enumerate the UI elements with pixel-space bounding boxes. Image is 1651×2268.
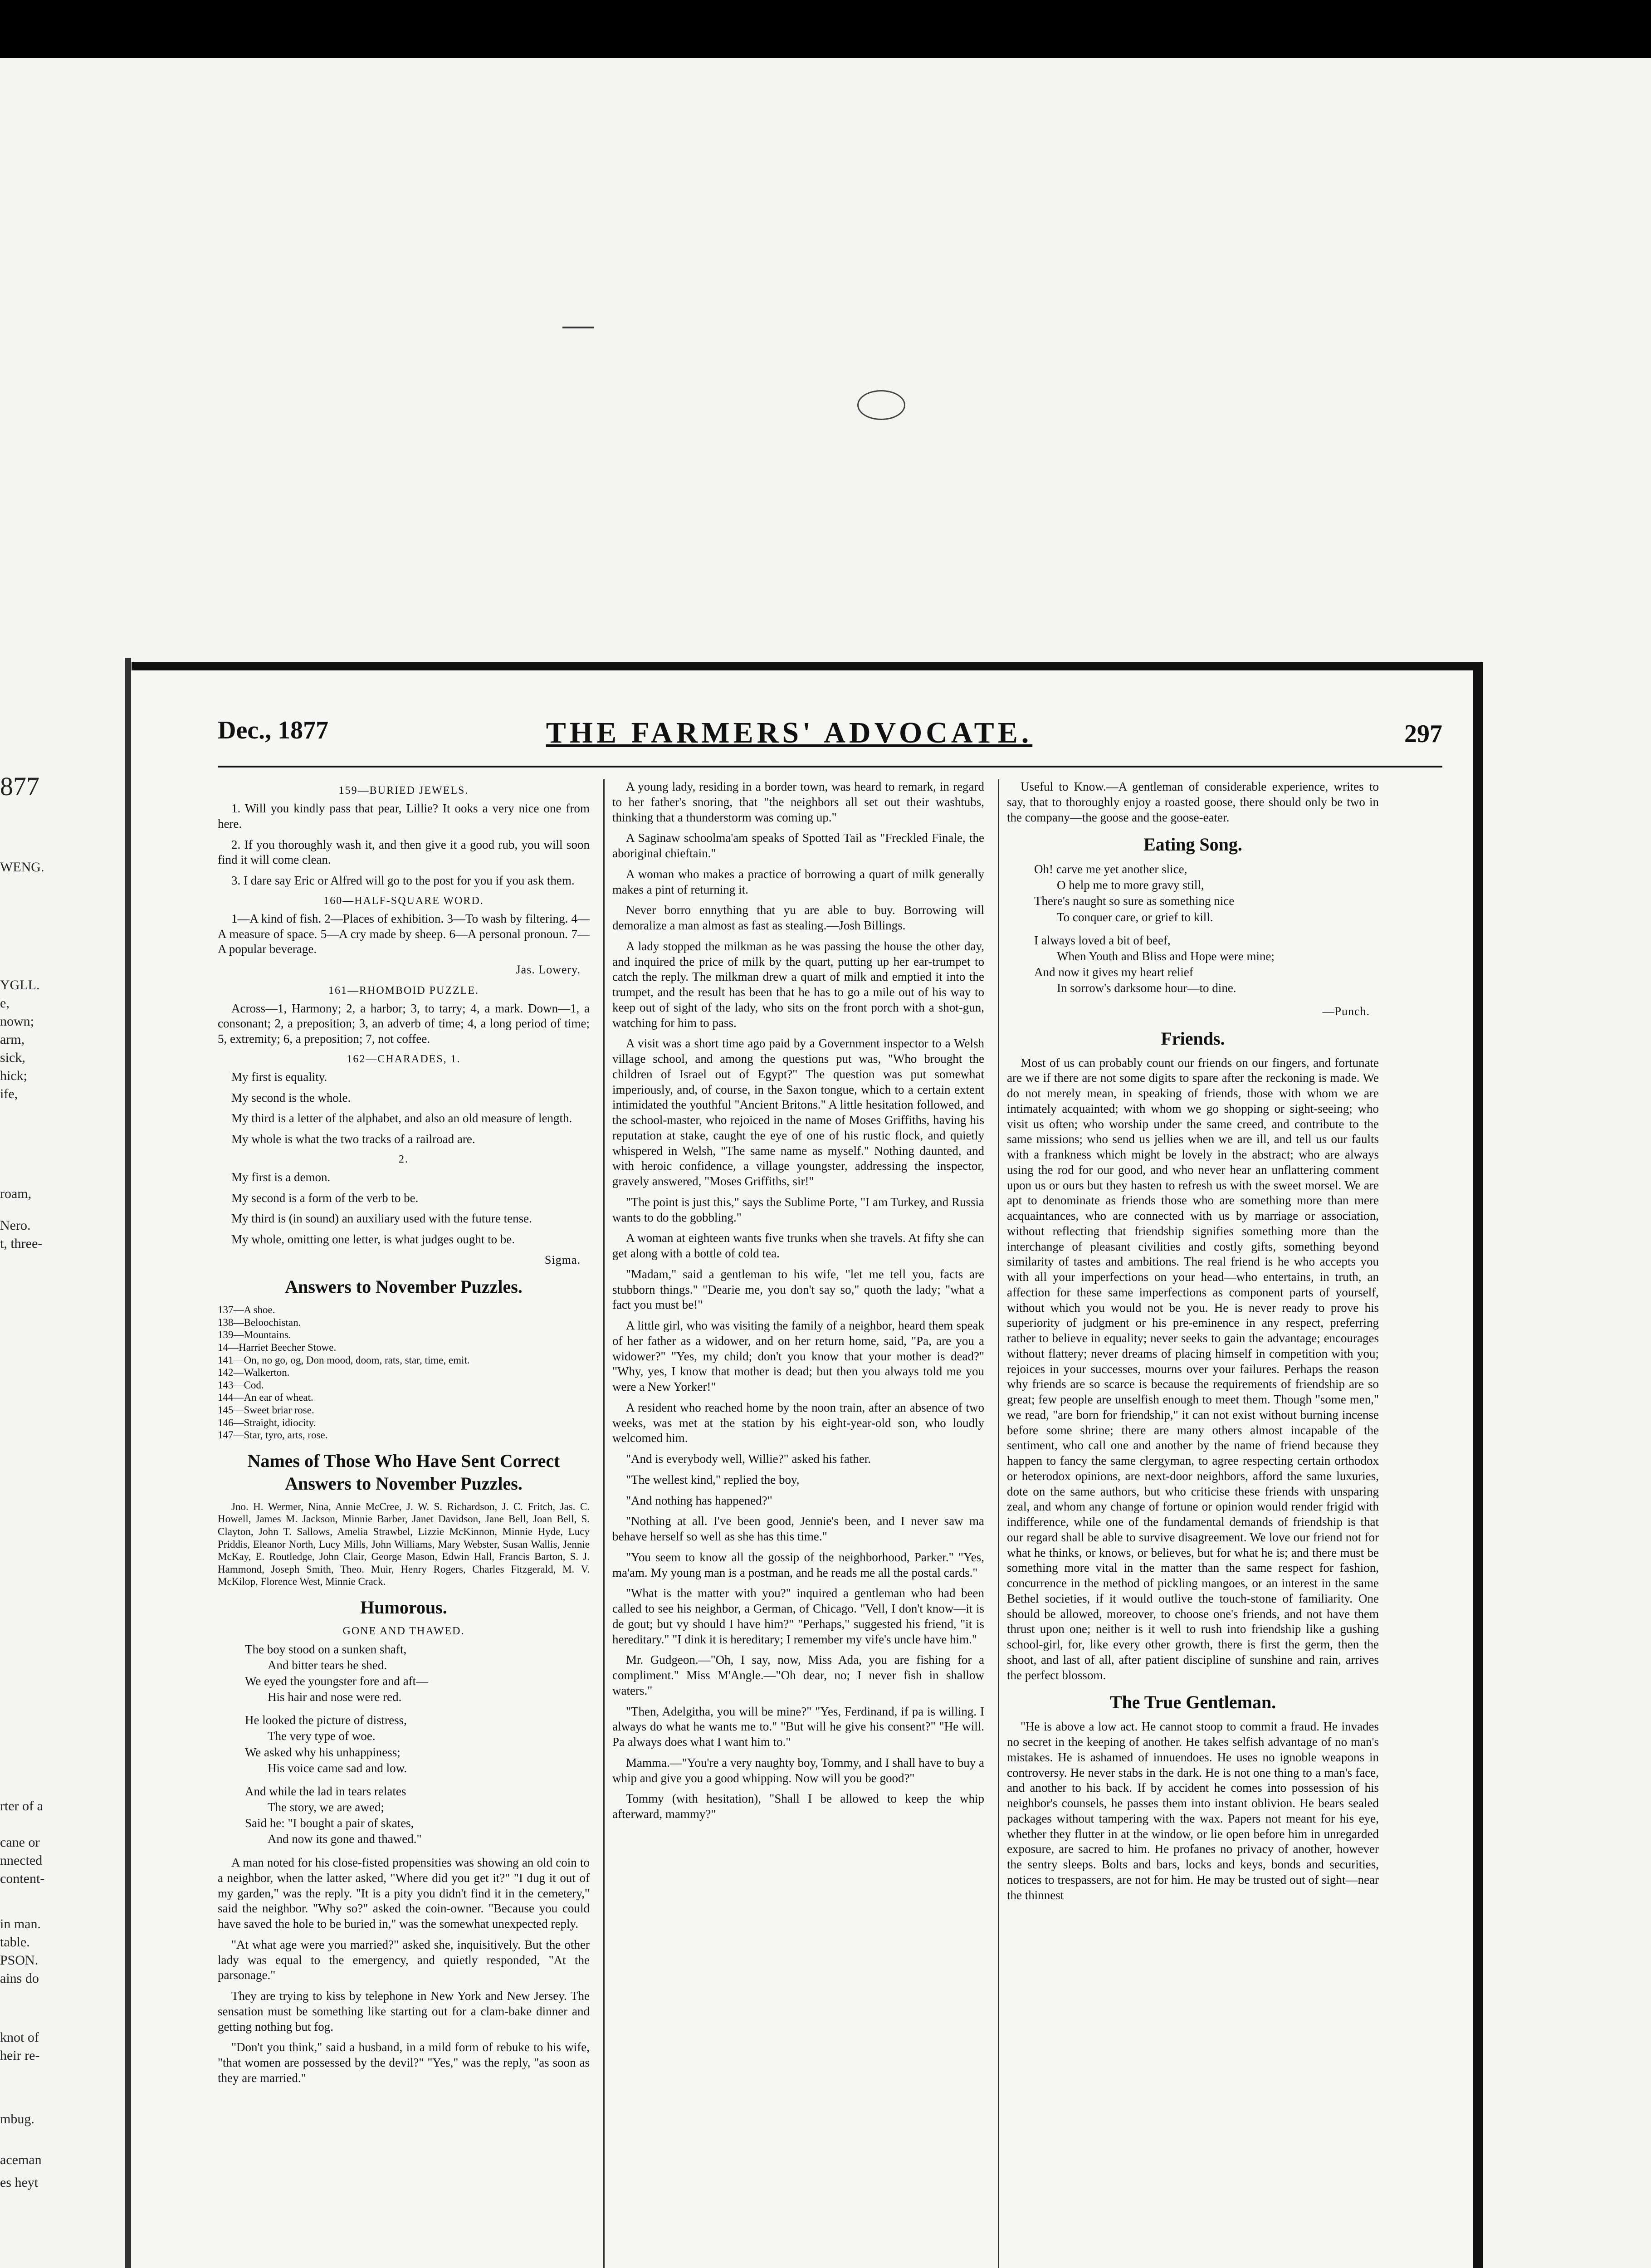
answer-item: 137—A shoe. [218,1304,275,1316]
puzzle-line: 1. Will you kindly pass that pear, Lillie? It ooks a very nice one from here. [218,802,590,831]
paragraph: A young lady, residing in a border town, was heard to remark, in regard to her father's snoring, that "the neighbors all set out their washtubs, thinking that a thunderstorm was coming up." [612,780,984,824]
poem-line: He looked the picture of distress, [245,1713,407,1727]
paragraph: "At what age were you married?" asked she, inquisitively. But the other lady was equal to the emergency, and quietly responded, "At the parsonage." [218,1937,590,1982]
prev-fragment: roam, [0,1186,32,1201]
paragraph: Most of us can probably count our friends on our fingers, and fortunate are we if there are not some digits to spare after the reckoning is made. We do not merely mean, in speaking of friends, those with whom we are intimately acquainted; with whom we go shopping or sight-seeing; who visit us often; who worship under the same creed, and contribute to the same missions; who send us jellies when we are ill, and tell us our faults with a frankness which might be lovely in the abstract; who are always using the rod for our good, and who never hear an unflattering comment upon us or ours but they hasten to refresh us with the sweet morsel. We are apt to denominate as friends those who are something more than mere acquaintances, who are connected with us by marriage or association, without reflecting that friendship signifies something more than the interchange of pleasant civilities and costly gifts, something beyond similarity of tastes and ambitions. The real friend is he who accepts you with all your imperfections on your head—who entertains, in truth, an affection for these same imperfections as component parts of yourself, without which you would not be you. He is never ready to prove his superiority of judgment or his pre-eminence in any respect, preferring rather to believe in equality; never seeks to gain the advantage; encourages without flattery; never dreams of placing himself in competition with you; rejoices in your successes, mourns over your failures. Perhaps the reason why friends are so scarce is because the requirements of friendship are so great; few people are unselfish enough to meet them. Though "some men," we read, "are born for friendship," it can not exist without burning incense before some shrine; there are many others almost incapable of the sentiment, who call one and another by the name of friend because they happen to fancy the same clergyman, to agree respecting certain orthodox or heterodox opinions, are next-door neighbors, afford the same luxuries, dote on the same authors, but who criticise these friends with unsparing zeal, and whom any change of fortune or opinion would render frigid with indifference, while one of the fundamental demands of friendship is that our regard shall be able to survive disagreement. We love our friend not for what he thinks, or knows, or believes, but for what he is; and there must be something more vital in the matter than the same respect for fashion, concurrence in the method of pickling mangoes, or an interest in the same Bethel societies, if it would outlive the touch-stone of familiarity. One should be allowed, moreover, to choose one's friends, and not have them thrust upon one; neither is it well to rush into friendship like a gushing school-girl, for, like every other growth, there is first the germ, then the shoot, and last of all, after patient discipline of sunshine and rain, arrives the perfect blossom. [1007,1056,1379,1682]
paragraph: "He is above a low act. He cannot stoop to commit a fraud. He invades no secret in the keeping of another. He takes selfish advantage of no man's mistakes. He is ashamed of innuendoes. He uses no ignoble weapons in controversy. He never stabs in the dark. He is not one thing to a man's face, and another to his back. If by accident he comes into possession of his neighbor's counsels, he passes them into instant oblivion. He bears sealed packages without tampering with the wax. Papers not meant for his eye, whether they flutter in at the window, or lie open before him in unregarded exposure, are sacred to him. He profanes no privacy of another, however the sentry sleeps. Bolts and bars, locks and keys, bonds and securities, notices to trespassers, are not for him. He may be trusted out of sight—near the thinnest [1007,1720,1379,1902]
paragraph: "The point is just this," says the Sublime Porte, "I am Turkey, and Russia wants to do the gobbling." [612,1195,984,1224]
answer-item: 139—Mountains. [218,1329,291,1341]
puzzle-line: My third is a letter of the alphabet, and also an old measure of length. [231,1111,572,1125]
answer-item: 147—Star, tyro, arts, rose. [218,1429,328,1441]
answer-item: 144—An ear of wheat. [218,1392,313,1403]
poem-line: Said he: "I bought a pair of skates, [245,1816,414,1830]
answer-item: 141—On, no go, og, Don mood, doom, rats, star, time, emit. [218,1354,470,1366]
paragraph: "The wellest kind," replied the boy, [626,1472,800,1486]
poem-line: There's naught so sure as something nice [1034,894,1235,908]
signature: Sigma. [545,1253,581,1266]
answer-item: 143—Cod. [218,1379,264,1391]
poem-line: O help me to more gravy still, [1057,878,1204,892]
poem-line: And bitter tears he shed. [268,1658,387,1672]
paragraph: "And is everybody well, Willie?" asked his father. [626,1452,871,1466]
puzzle-heading: 162—CHARADES, 1. [347,1053,461,1065]
prev-fragment: WENG. [0,860,44,875]
names-heading: Names of Those Who Have Sent Correct Answers to November Puzzles. [247,1450,560,1494]
column-2 [612,779,984,1828]
answer-item: 138—Beloochistan. [218,1316,301,1328]
puzzle-line: Across—1, Harmony; 2, a harbor; 3, to tarry; 4, a mark. Down—1, a consonant; 2, a preposition; 3, an adverb of time; 4, a long period of time; 5, extremity; 6, a preposition; 7, not coffee. [218,1001,590,1046]
poem-line: I always loved a bit of beef, [1034,933,1171,947]
poem-line: When Youth and Bliss and Hope were mine; [1057,949,1275,963]
paragraph: Mamma.—"You're a very naughty boy, Tommy, and I shall have to buy a whip and give you a good whipping. Now will you be good?" [612,1755,984,1785]
newspaper-page [132,662,1483,2268]
paragraph: "And nothing has happened?" [626,1493,772,1507]
answer-item: 145—Sweet briar rose. [218,1404,314,1416]
poem-line: The very type of woe. [268,1729,376,1743]
page-number: 297 [1404,720,1442,748]
header-rule [218,766,1442,767]
paragraph: Useful to Know.—A gentleman of considerable experience, writes to say, that to thoroughly enjoy a roasted goose, there should only be two in the company—the goose and the goose-eater. [1007,780,1379,824]
puzzle-line: My first is a demon. [231,1170,331,1184]
answer-item: 146—Straight, idiocity. [218,1417,316,1428]
paragraph: A woman at eighteen wants five trunks when she travels. At fifty she can get along with a bottle of cold tea. [612,1231,984,1260]
gentleman-heading: The True Gentleman. [1109,1692,1276,1713]
prev-fragment: content- [0,1871,45,1886]
scan-mark [857,390,905,420]
humorous-heading: Humorous. [360,1597,447,1618]
prev-fragment: cane or [0,1835,40,1850]
puzzle-heading: 160—HALF-SQUARE WORD. [323,894,484,907]
poem-line: We asked why his unhappiness; [245,1745,401,1759]
paragraph: They are trying to kiss by telephone in New York and New Jersey. The sensation must be something like starting out for a clam-bake dinner and getting nothing but fog. [218,1989,590,2033]
puzzle-number: 2. [399,1153,409,1165]
poem [1034,861,1379,996]
names-list: Jno. H. Wermer, Nina, Annie McCree, J. W. S. Richardson, J. C. Fritch, Jas. C. Howell, James M. Jackson, Minnie Barber, Janet Davidson, Jane Bell, Joan Bell, S. Clayton, John T. Sallows, Amelia Strawbel, Lizzie McKinnon, Minnie Hyde, Lucy Priddis, Eleanor North, Lucy Mills, John Williams, Mary Webster, Susan Wallis, Jennie McKay, E. Routledge, John Clair, George Mason, Edwin Hall, Francis Barton, S. J. Hammond, Joseph Smith, Theo. Muir, Henry Rogers, Charles Fitzgerald, M. V. McKilop, Florence West, Minnie Crack. [218,1501,590,1588]
poem-line: And while the lad in tears relates [245,1784,406,1798]
poem [245,1642,590,1847]
column-rule [603,779,605,2268]
poem-line: We eyed the youngster fore and aft— [245,1674,429,1688]
prev-fragment: hick; [0,1068,27,1083]
answers-list [218,1304,590,1442]
answer-item: 142—Walkerton. [218,1367,290,1378]
paragraph: "Don't you think," said a husband, in a mild form of rebuke to his wife, "that women are possessed by the devil?" "Yes," was the reply, "as soon as they are married." [218,2040,590,2085]
masthead-title: THE FARMERS' ADVOCATE. [546,716,1033,749]
puzzle-heading: 161—RHOMBOID PUZZLE. [328,984,479,997]
paragraph: "What is the matter with you?" inquired a gentleman who had been called to see his neighbor, a German, of Chicago. "Vell, I don't know—it is de gout; but vy should I have him?" "Perhaps," suggested his friend, "it is hereditary." "I dink it is hereditary; I remember my vife's uncle have him." [612,1586,984,1646]
poem-line: The story, we are awed; [268,1800,384,1814]
poem-line: To conquer care, or grief to kill. [1057,910,1213,924]
prev-fragment: ains do [0,1971,39,1986]
prev-fragment: table. [0,1935,30,1950]
prev-fragment: Nero. [0,1218,31,1233]
poem-line: Oh! carve me yet another slice, [1034,862,1187,876]
prev-fragment: knot of [0,2030,39,2045]
prev-fragment: nown; [0,1014,34,1029]
poem-line: The boy stood on a sunken shaft, [245,1642,407,1656]
prev-fragment: rter of a [0,1799,43,1813]
puzzle-line: My first is equality. [231,1070,327,1084]
paragraph: Never borro ennything that yu are able to buy. Borrowing will demoralize a man almost as fast as stealing.—Josh Billings. [612,903,984,932]
paragraph: A man noted for his close-fisted propensities was showing an old coin to a neighbor, when the latter asked, "Where did you get it?" "I dug it out of my garden," was the reply. "It is a pity you didn't find it in the cemetery," said the neighbor. "Why so?" asked the coin-owner. "Because you could have saved the hole to be buried in," was the somewhat unexpected reply. [218,1856,590,1931]
previous-page-fragment [0,658,125,2268]
prev-fragment: nnected [0,1853,43,1868]
page-fold [125,658,131,2268]
prev-page-year: 877 [0,772,39,801]
column-1 [218,779,590,2092]
puzzle-line: 3. I dare say Eric or Alfred will go to the post for you if you ask them. [231,874,575,887]
paragraph: A visit was a short time ago paid by a Government inspector to a Welsh village school, and among the questions put was, "Who brought the children of Israel out of Egypt?" The question was put somewhat imperiously, and, of course, in the Saxon tongue, which to a certain extent intimidated the youthful "Ancient Britons." A little hesitation followed, and the school-master, who rejoiced in the name of Moses Griffiths, having his reputation at stake, caught the eye of one of his rustic flock, and quietly whispered in Welsh, "The same name as myself." Nothing daunted, and with heroic confidence, a village youngster, addressing the inspector, gravely answered, "Moses Griffiths, sir!" [612,1036,984,1188]
column-3 [1007,779,1379,1908]
prev-fragment: e, [0,996,10,1011]
paragraph: Tommy (with hesitation), "Shall I be allowed to keep the whip afterward, mammy?" [612,1792,984,1821]
poem-line: In sorrow's darksome hour—to dine. [1057,981,1236,995]
signature: —Punch. [1322,1005,1370,1018]
column-rule [998,779,999,2268]
prev-fragment: ife, [0,1086,18,1101]
prev-fragment: PSON. [0,1953,39,1968]
puzzle-line: My third is (in sound) an auxiliary used with the future tense. [231,1212,532,1226]
prev-fragment: aceman [0,2152,42,2167]
puzzle-line: My second is a form of the verb to be. [231,1191,419,1205]
friends-heading: Friends. [1161,1028,1225,1049]
paragraph: A resident who reached home by the noon train, after an absence of two weeks, was met at the station by his eight-year-old son, who loudly welcomed him. [612,1400,984,1445]
poem-line: And now its gone and thawed." [268,1832,422,1846]
paragraph: "Nothing at all. I've been good, Jennie's been, and I never saw ma behave herself so well as she has this time." [612,1514,984,1543]
puzzle-line: My second is the whole. [231,1090,351,1105]
paragraph: Mr. Gudgeon.—"Oh, I say, now, Miss Ada, you are fishing for a compliment." Miss M'Angle.—"Oh dear, no; I never fish in shallow waters." [612,1653,984,1697]
puzzle-line: 2. If you thoroughly wash it, and then give it a good rub, you will soon find it will come clean. [218,837,590,867]
page-header [218,716,1442,757]
prev-fragment: YGLL. [0,978,40,992]
signature: Jas. Lowery. [516,963,581,976]
scan-mark [562,327,594,328]
prev-fragment: in man. [0,1916,41,1931]
poem-line: His voice came sad and low. [268,1761,407,1775]
answers-heading: Answers to November Puzzles. [285,1276,523,1297]
paragraph: "You seem to know all the gossip of the neighborhood, Parker." "Yes, ma'am. My young man is a postman, and he reads me all the postal cards." [612,1550,984,1579]
puzzle-line: My whole is what the two tracks of a railroad are. [231,1132,475,1146]
paragraph: "Then, Adelgitha, you will be mine?" "Yes, Ferdinand, if pa is willing. I always do what he wants me to." "But will he give his consent?" "He will. Pa always does what I want him to." [612,1704,984,1749]
paragraph: "Madam," said a gentleman to his wife, "let me tell you, facts are stubborn things." "Dearie me, you don't say so," quoth the lady; "what a fact you must be!" [612,1267,984,1312]
prev-fragment: es heyt [0,2175,39,2190]
issue-date: Dec., 1877 [218,716,329,744]
puzzle-line: 1—A kind of fish. 2—Places of exhibition. 3—To wash by filtering. 4—A measure of space. 5—A cry made by sheep. 6—A personal pronoun. 7—A popular beverage. [218,911,590,956]
prev-fragment: heir re- [0,2048,40,2063]
paragraph: A Saginaw schoolma'am speaks of Spotted Tail as "Freckled Finale, the aboriginal chieftain." [612,831,984,860]
puzzle-heading: 159—BURIED JEWELS. [338,785,469,797]
paragraph: A little girl, who was visiting the family of a neighbor, heard them speak of her father as a widower, and on her return home, said, "Pa, are you a widower?" "Yes, my child; don't you know that your mother is dead?" "Why, yes, I know that mother is dead; but then you always told me you were a New Yorker!" [612,1319,984,1393]
poem-line: And now it gives my heart relief [1034,965,1193,979]
eating-song-heading: Eating Song. [1143,834,1242,855]
poem-title: GONE AND THAWED. [342,1625,465,1637]
answer-item: 14—Harriet Beecher Stowe. [218,1342,337,1354]
poem-line: His hair and nose were red. [268,1690,402,1704]
paragraph: A woman who makes a practice of borrowing a quart of milk generally makes a pint of returning it. [612,867,984,896]
prev-fragment: t, three- [0,1236,43,1251]
paragraph: A lady stopped the milkman as he was passing the house the other day, and inquired the price of milk by the quart, putting up her ear-trumpet to catch the reply. The milkman drew a quart of milk and emptied it into the trumpet, and the result has been that he has to go a mile out of his way to keep out of sight of the lady, who sits on the front porch with a shot-gun, watching for him to pass. [612,939,984,1030]
prev-fragment: arm, [0,1032,25,1047]
prev-fragment: sick, [0,1050,25,1065]
puzzle-line: My whole, omitting one letter, is what judges ought to be. [231,1232,515,1246]
prev-fragment: mbug. [0,2112,34,2126]
